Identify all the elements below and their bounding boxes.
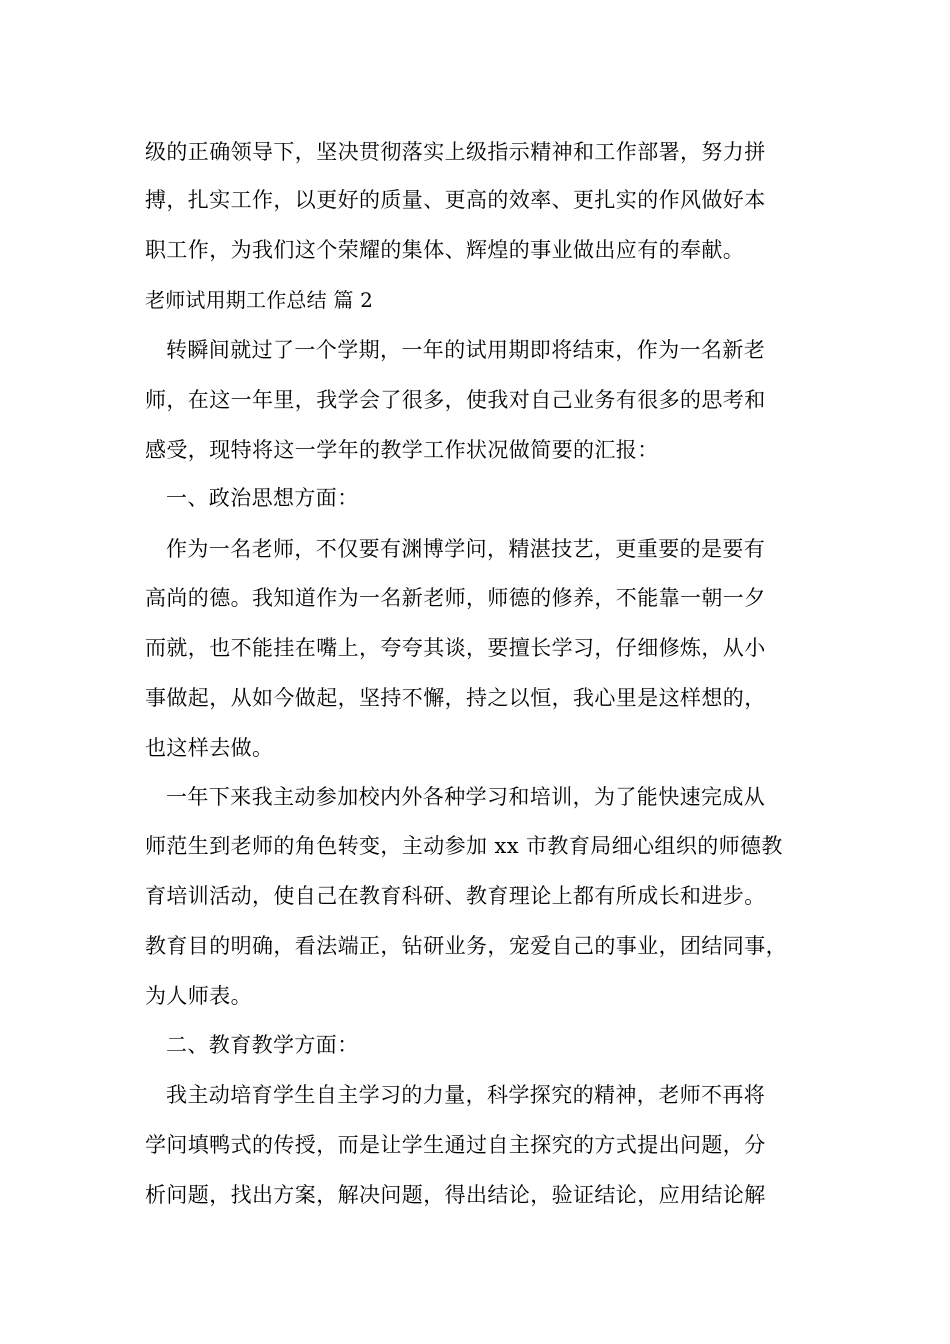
- body-text-line: 事做起，从如今做起，坚持不懈，持之以恒，我心里是这样想的，: [145, 686, 766, 710]
- body-text-line: 搏，扎实工作，以更好的质量、更高的效率、更扎实的作风做好本: [145, 188, 766, 212]
- body-text-line: 高尚的德。我知道作为一名新老师，师德的修养，不能靠一朝一夕: [145, 586, 766, 610]
- subheading: 二、教育教学方面：: [166, 1033, 359, 1057]
- body-text-line: 转瞬间就过了一个学期，一年的试用期即将结束，作为一名新老: [166, 338, 766, 362]
- body-text-line: 感受，现特将这一学年的教学工作状况做简要的汇报：: [145, 438, 659, 462]
- body-text-line: 一年下来我主动参加校内外各种学习和培训，为了能快速完成从: [166, 785, 766, 809]
- body-text-line: 育培训活动，使自己在教育科研、教育理论上都有所成长和进步。: [145, 884, 766, 908]
- body-text-line: 师范生到老师的角色转变，主动参加 xx 市教育局细心组织的师德教: [145, 834, 783, 858]
- body-text-line: 职工作，为我们这个荣耀的集体、辉煌的事业做出应有的奉献。: [145, 238, 745, 262]
- body-text-line: 而就，也不能挂在嘴上，夸夸其谈，要擅长学习，仔细修炼，从小: [145, 636, 766, 660]
- body-text-line: 师，在这一年里，我学会了很多，使我对自己业务有很多的思考和: [145, 388, 766, 412]
- body-text-line: 学问填鸭式的传授，而是让学生通过自主探究的方式提出问题，分: [145, 1133, 766, 1157]
- body-text-line: 为人师表。: [145, 984, 252, 1008]
- body-text-line: 教育目的明确，看法端正，钻研业务，宠爱自己的事业，团结同事，: [145, 934, 787, 958]
- body-text-line: 作为一名老师，不仅要有渊博学问，精湛技艺，更重要的是要有: [166, 537, 766, 561]
- body-text-line: 也这样去做。: [145, 736, 274, 760]
- body-text-line: 级的正确领导下，坚决贯彻落实上级指示精神和工作部署，努力拼: [145, 140, 766, 164]
- section-title: 老师试用期工作总结 篇 2: [145, 288, 374, 312]
- body-text-line: 析问题，找出方案，解决问题，得出结论，验证结论，应用结论解: [145, 1183, 766, 1207]
- body-text-line: 我主动培育学生自主学习的力量，科学探究的精神，老师不再将: [166, 1083, 766, 1107]
- subheading: 一、政治思想方面：: [166, 486, 359, 510]
